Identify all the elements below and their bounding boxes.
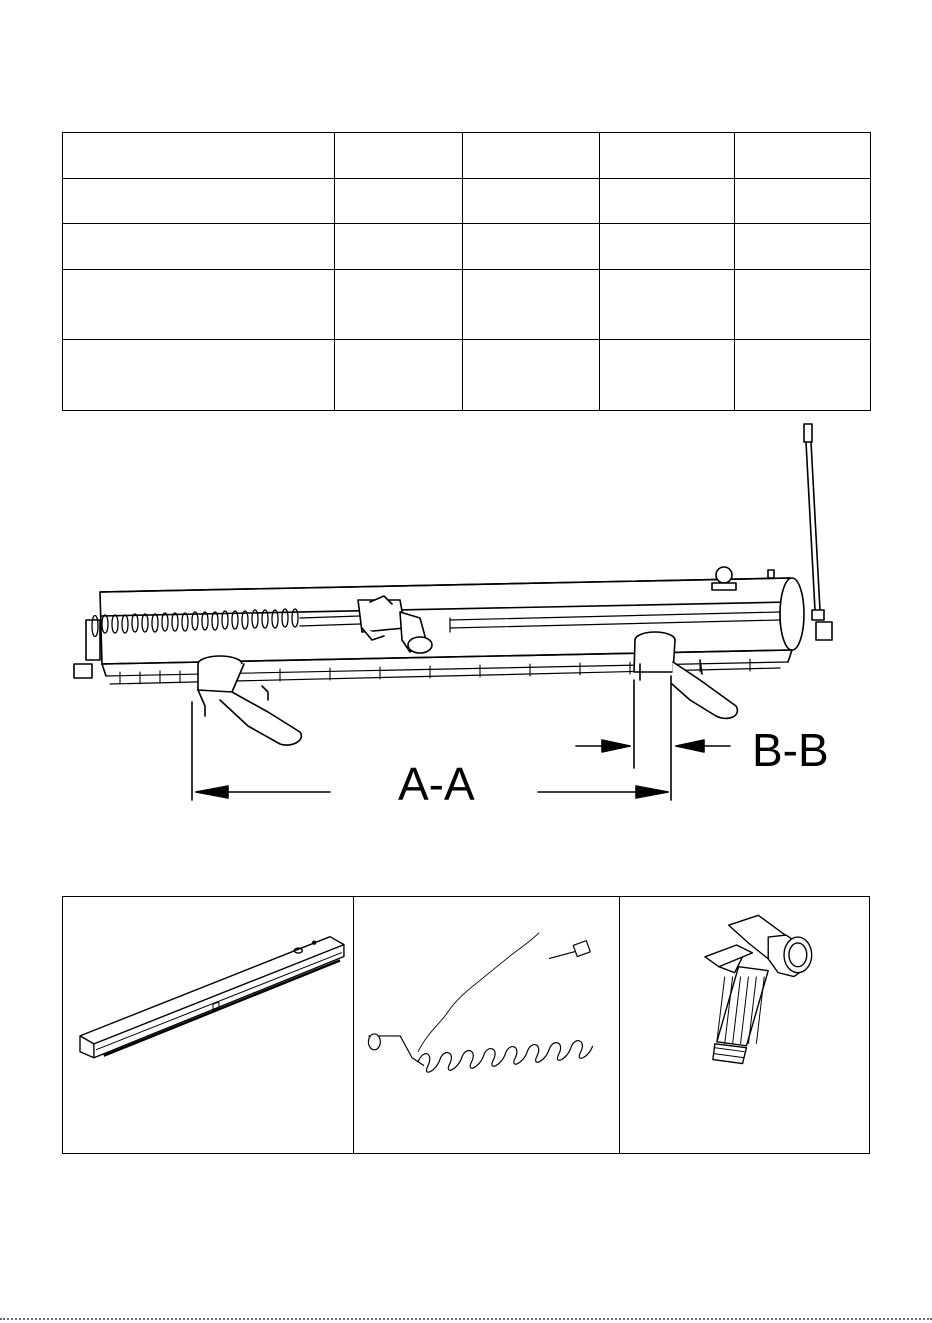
table-row [63, 270, 871, 340]
table-cell [600, 224, 735, 270]
page-footer-rule [0, 1318, 932, 1320]
tube-part-icon [63, 897, 353, 1153]
table-cell [335, 179, 463, 224]
table-row [63, 179, 871, 224]
table-cell [600, 340, 735, 411]
table-row [63, 340, 871, 411]
table-cell [735, 179, 871, 224]
table-cell [600, 270, 735, 340]
table-cell [463, 133, 600, 179]
left-bracket [198, 656, 301, 745]
table-cell [463, 179, 600, 224]
table-cell [63, 133, 335, 179]
table-row [63, 133, 871, 179]
part-cell-spray-handle [619, 897, 869, 1153]
table-cell [735, 270, 871, 340]
table-cell [63, 270, 335, 340]
table-cell [735, 340, 871, 411]
dimension-b-label: B-B [752, 724, 829, 776]
table-cell [735, 224, 871, 270]
table-cell [335, 224, 463, 270]
spray-handle-icon [620, 897, 869, 1153]
upright-hose [804, 424, 824, 620]
table-cell [463, 270, 600, 340]
parts-table [62, 896, 870, 1154]
table-cell [335, 133, 463, 179]
ramp-assembly-diagram [60, 418, 860, 810]
table-cell [335, 340, 463, 411]
table-row [63, 224, 871, 270]
table-cell [463, 340, 600, 411]
table-cell [63, 179, 335, 224]
table-cell [63, 224, 335, 270]
part-cell-coiled-hose [353, 897, 619, 1153]
part-cell-tube [63, 897, 353, 1153]
table-cell [735, 133, 871, 179]
table-cell [600, 179, 735, 224]
table-cell [63, 340, 335, 411]
table-cell [600, 133, 735, 179]
table-cell [463, 224, 600, 270]
spec-table [62, 132, 871, 411]
dimension-a-label: A-A [398, 758, 475, 810]
table-cell [335, 270, 463, 340]
coiled-hose-icon [354, 897, 619, 1153]
ramp-assembly-drawing [60, 418, 860, 810]
